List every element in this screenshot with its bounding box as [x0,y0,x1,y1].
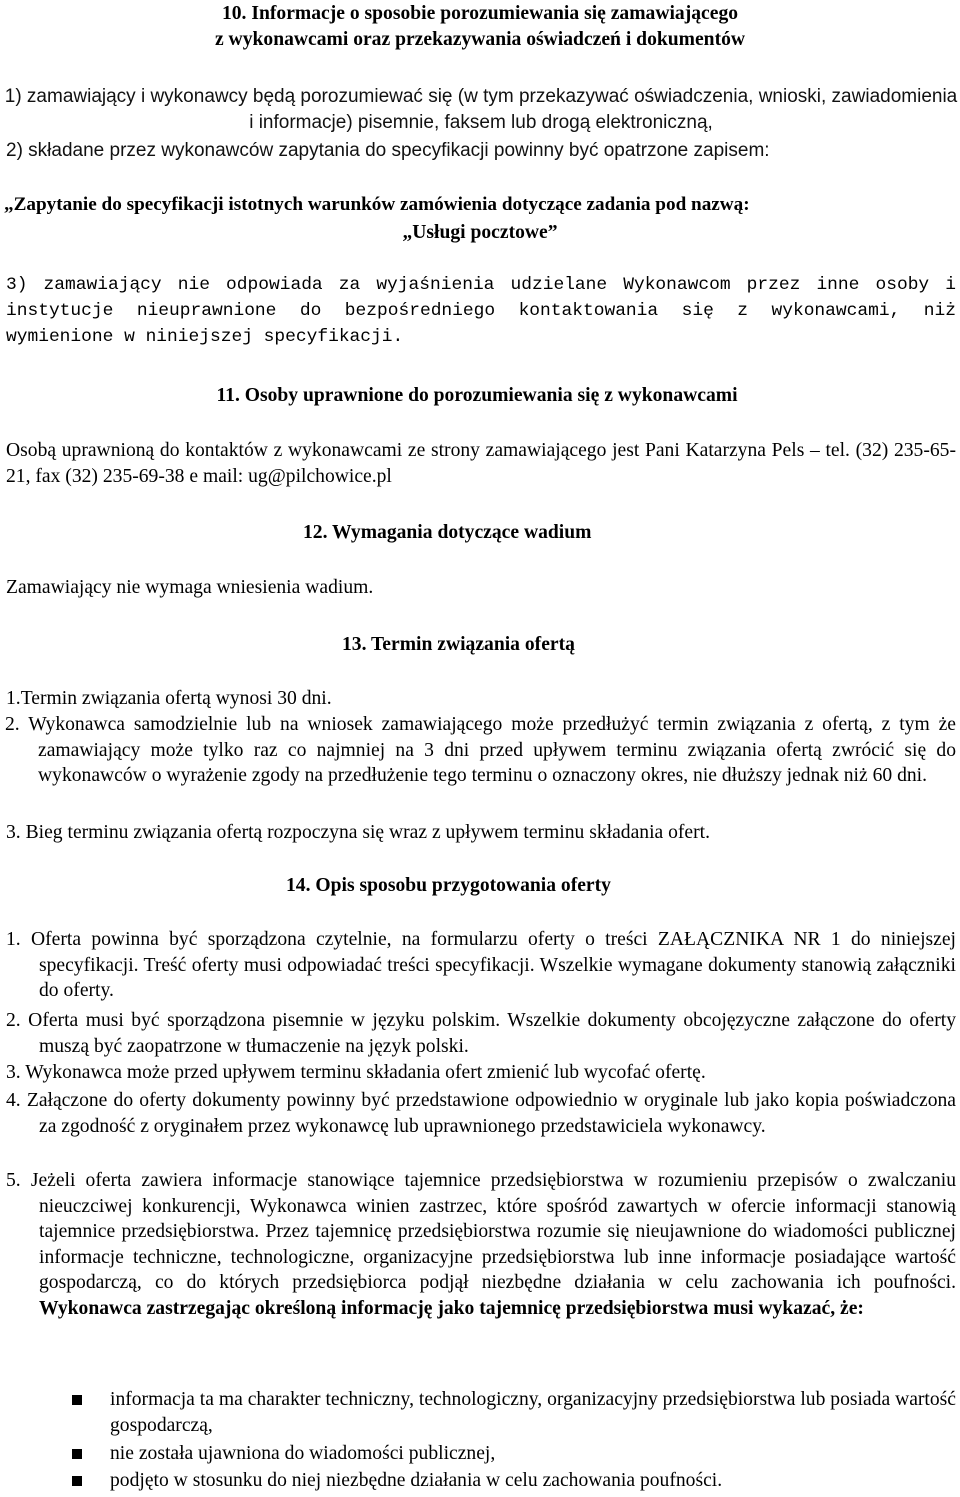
section-13-item-3: 3. Bieg terminu związania ofertą rozpoczyna się wraz z upływem terminu składania ofert. [6,822,710,843]
section-14-item-5 [6,1168,956,1322]
section-13-item-2: 2. Wykonawca samodzielnie lub na wniosek zamawiającego może przedłużyć termin związania z ofertą, z tym że zamawiający może tylko raz co najmniej na 3 dni przed upływem terminu związania ofertą zwrócić się do wykonawców o wyrażenie zgody na przedłużenie tego terminu o oznaczony okres, nie dłuższy jednak niż 60 dni. [5,714,956,787]
section-11-title: 11. Osoby uprawnione do porozumiewania się z wykonawcami [216,385,738,406]
bullet-square-icon [72,1395,82,1405]
section-10-item-3: 3) zamawiający nie odpowiada za wyjaśnienia udzielane Wykonawcom przez inne osoby i instytucje nieuprawnione do bezpośredniego kontaktowania się z wykonawcami, niż wymienione w niniejszej specyfikacji. [6,275,956,347]
section-14-bullet-2: nie została ujawniona do wiadomości publicznej, [110,1443,496,1464]
section-13-item-1: 1.Termin związania ofertą wynosi 30 dni. [6,688,332,709]
section-14-item-3: 3. Wykonawca może przed upływem terminu składania ofert zmienić lub wycofać ofertę. [6,1062,706,1083]
section-10-quote-line2: „Usługi pocztowe” [402,222,558,243]
section-14-item-1: 1. Oferta powinna być sporządzona czytelnie, na formularzu oferty o treści ZAŁĄCZNIKA NR 1 do niniejszej specyfikacji. Treść oferty musi odpowiadać treści specyfikacji. Wszelkie wymagane dokumenty stanowią załączniki do oferty. [6,929,956,1002]
section-11-body: Osobą uprawnioną do kontaktów z wykonawcami ze strony zamawiającego jest Pani Katarzyna Pels – tel. (32) 235-65-21, fax (32) 235-69-38 e mail: ug@pilchowice.pl [6,440,956,487]
section-10-item-2: 2) składane przez wykonawców zapytania do specyfikacji powinny być opatrzone zapisem: [6,140,770,161]
section-14-title: 14. Opis sposobu przygotowania oferty [286,875,611,896]
section-10-title-line2: z wykonawcami oraz przekazywania oświadczeń i dokumentów [214,29,746,50]
section-10-item-1: 1) zamawiający i wykonawcy będą porozumiewać się (w tym przekazywać oświadczenia, wnioski, zawiadomienia i informacje) pisemnie, faksem lub drogą elektroniczną, [4,86,958,133]
section-14-item-5-bold: Wykonawca zastrzegając określoną informację jako tajemnicę przedsiębiorstwa musi wykazać, że: [39,1297,864,1319]
section-10-quote-line1: „Zapytanie do specyfikacji istotnych warunków zamówienia dotyczące zadania pod nazwą: [4,194,750,215]
section-14-item-2: 2. Oferta musi być sporządzona pisemnie w języku polskim. Wszelkie dokumenty obcojęzyczne załączone do oferty muszą być zaopatrzone w tłumaczenie na język polski. [6,1010,956,1057]
section-13-title: 13. Termin związania ofertą [342,634,575,655]
section-14-bullet-3: podjęto w stosunku do niej niezbędne działania w celu zachowania poufności. [110,1470,723,1491]
section-12-body: Zamawiający nie wymaga wniesienia wadium. [6,577,374,598]
section-12-title: 12. Wymagania dotyczące wadium [303,522,592,543]
section-14-item-5-text: 5. Jeżeli oferta zawiera informacje stanowiące tajemnice przedsiębiorstwa w rozumieniu przepisów o zwalczaniu nieuczciwej konkurencji, Wykonawca winien zastrzec, które spośród zawartych w ofercie informacji stanowią tajemnice przedsiębiorstwa. Przez tajemnicę przedsiębiorstwa rozumie się nieujawnione do wiadomości publicznej informacje techniczne, technologiczne, organizacyjne przedsiębiorstwa lub inne informacje posiadające wartość gospodarczą, co do których przedsiębiorca podjął niezbędne działania w celu zachowania ich poufności. [6,1170,956,1294]
section-14-item-4: 4. Załączone do oferty dokumenty powinny być przedstawione odpowiednio w oryginale lub jako kopia poświadczona za zgodność z oryginałem przez wykonawcę lub uprawnionego przedstawiciela wykonawcy. [6,1090,956,1137]
section-10-title-line1: 10. Informacje o sposobie porozumiewania się zamawiającego [221,3,739,24]
bullet-square-icon [72,1476,82,1486]
bullet-square-icon [72,1449,82,1459]
section-14-bullet-1: informacja ta ma charakter techniczny, technologiczny, organizacyjny przedsiębiorstwa lub posiada wartość gospodarczą, [110,1389,956,1436]
